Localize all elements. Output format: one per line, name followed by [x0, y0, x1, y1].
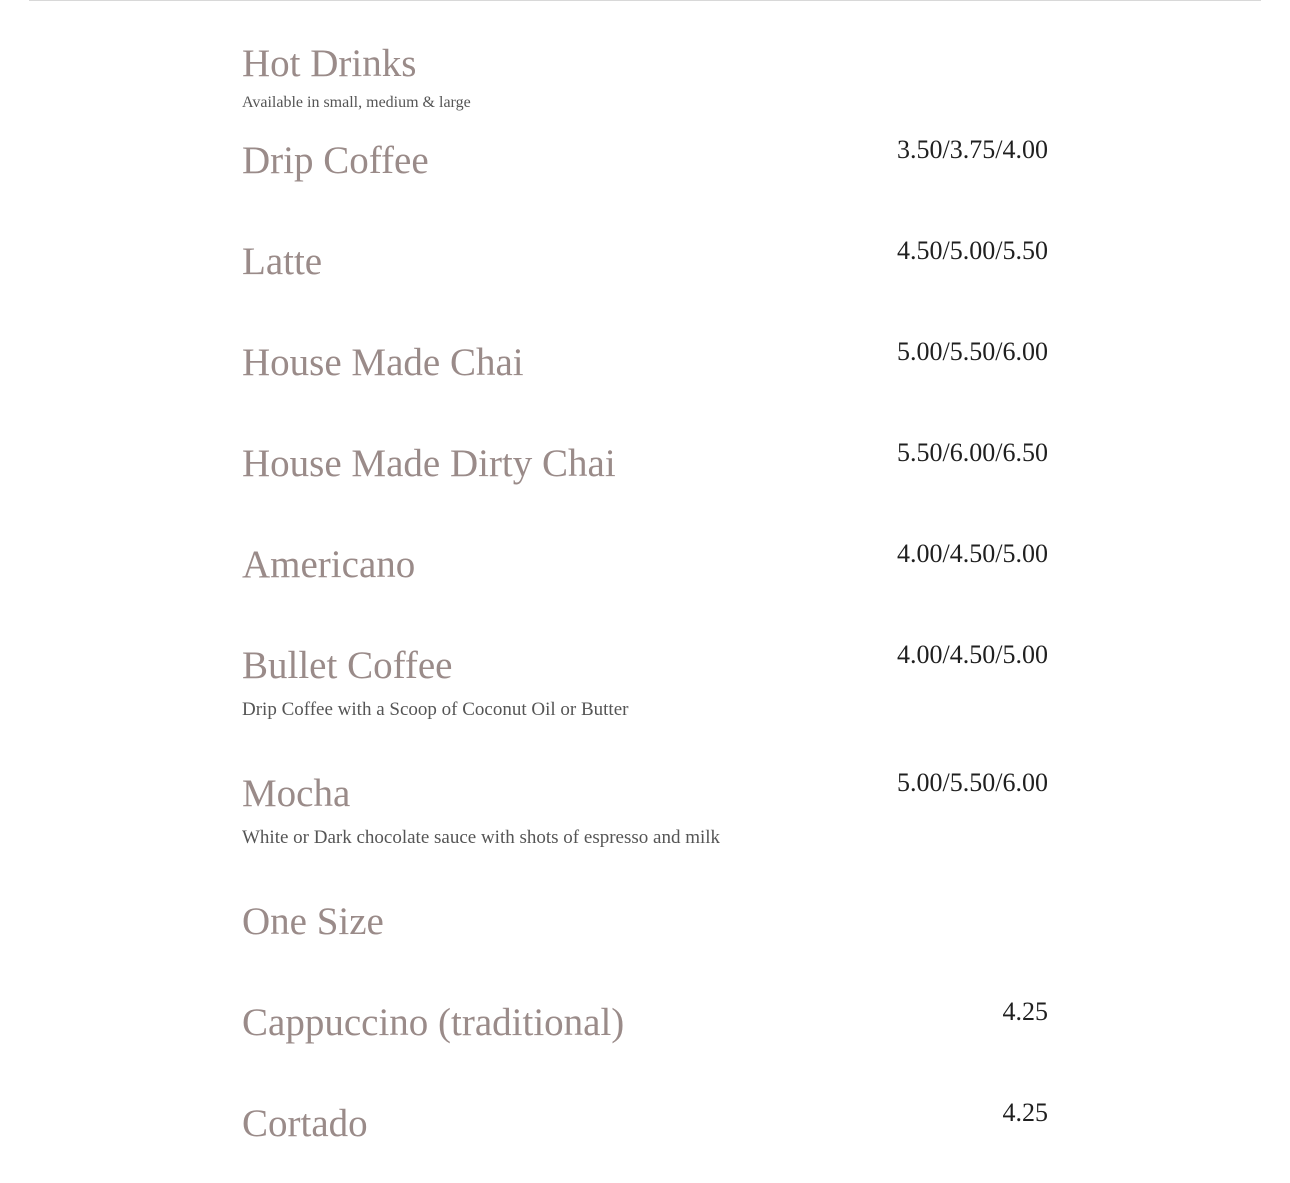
- item-price: 4.25: [1002, 997, 1048, 1026]
- item-price: 4.50/5.00/5.50: [897, 236, 1048, 265]
- item-name: Drip Coffee: [242, 139, 429, 182]
- item-price: 4.25: [1002, 1098, 1048, 1127]
- section-note: Available in small, medium & large: [242, 94, 471, 111]
- item-name: Bullet Coffee: [242, 644, 453, 687]
- item-name: Mocha: [242, 772, 351, 815]
- item-price: 4.00/4.50/5.00: [897, 640, 1048, 669]
- item-price: 5.00/5.50/6.00: [897, 768, 1048, 797]
- item-price: 5.50/6.00/6.50: [897, 438, 1048, 467]
- item-price: 5.00/5.50/6.00: [897, 337, 1048, 366]
- item-name: Latte: [242, 240, 323, 283]
- top-divider: [29, 0, 1261, 1]
- one-size-title: One Size: [242, 900, 384, 943]
- item-name: House Made Chai: [242, 341, 524, 384]
- item-name: Cortado: [242, 1102, 368, 1145]
- section-title: Hot Drinks: [242, 42, 417, 85]
- item-price: 4.00/4.50/5.00: [897, 539, 1048, 568]
- item-description: Drip Coffee with a Scoop of Coconut Oil or Butter: [242, 699, 629, 720]
- item-description: White or Dark chocolate sauce with shots of espresso and milk: [242, 827, 721, 848]
- item-name: Cappuccino (traditional): [242, 1001, 625, 1044]
- item-price: 3.50/3.75/4.00: [897, 135, 1048, 164]
- item-name: Americano: [242, 543, 416, 586]
- item-name: House Made Dirty Chai: [242, 442, 616, 485]
